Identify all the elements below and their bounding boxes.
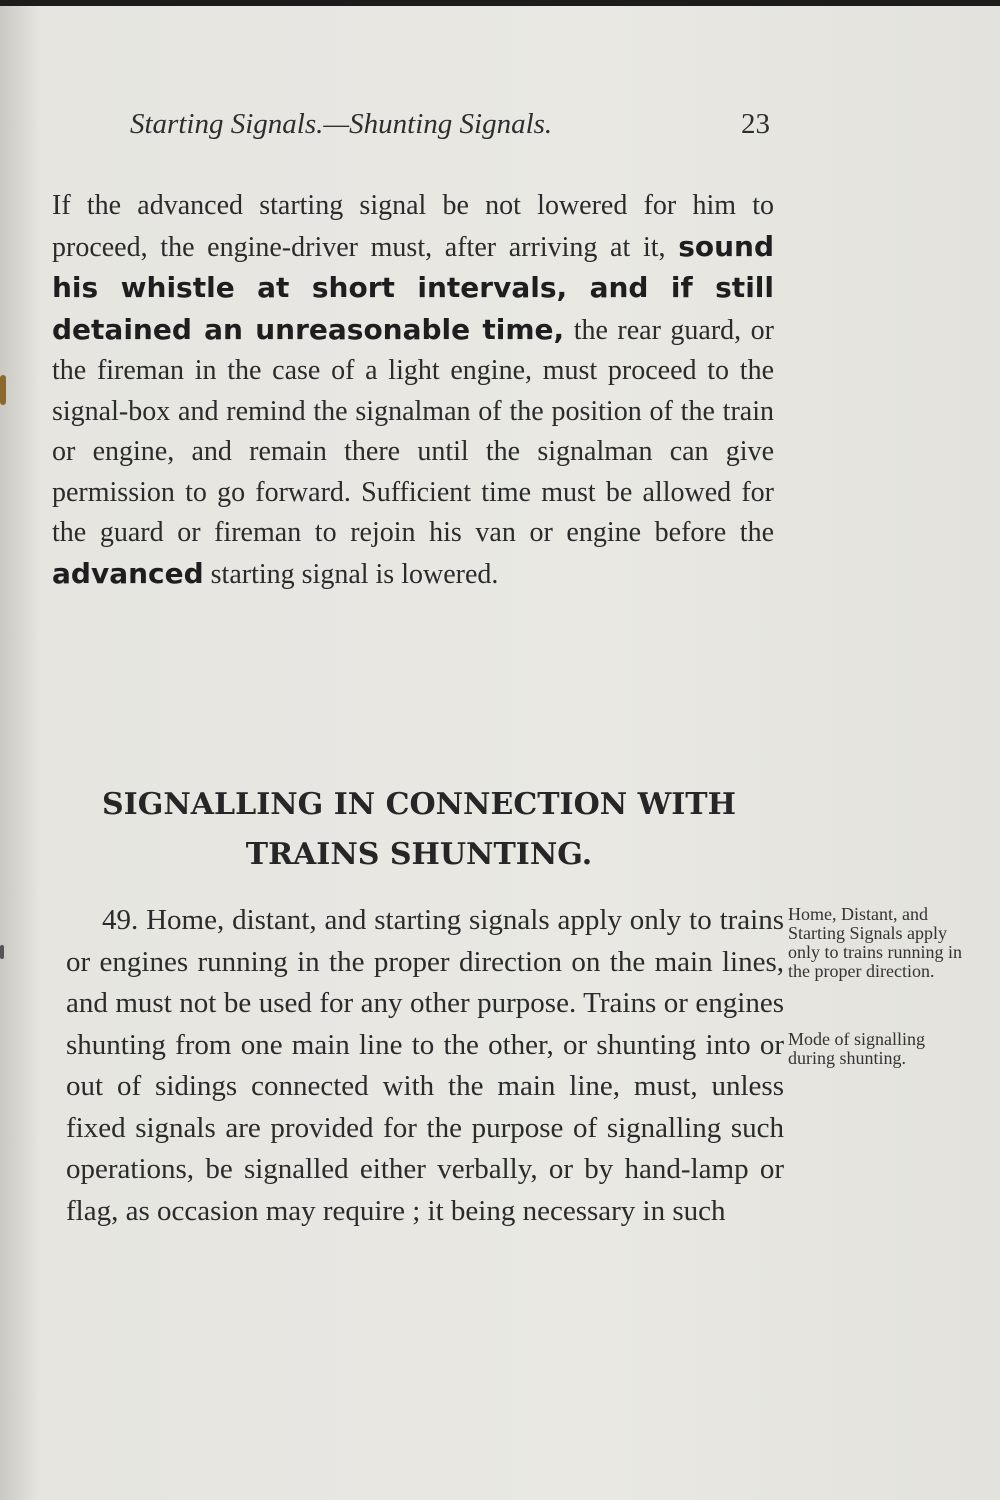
paragraph-advanced-starting-signal [52, 186, 774, 595]
binding-mark [0, 945, 4, 959]
paragraph-text: If the advanced starting signal be not lowered for him to proceed, the engine-driver must, after arriving at it, [52, 190, 774, 263]
marginal-note-home-distant-starting: Home, Distant, and Starting Signals apply only to trains running in the proper direction. [788, 904, 962, 981]
marginal-note-mode-of-signalling: Mode of signalling during shunting. [788, 1029, 925, 1068]
page-number: 23 [741, 108, 770, 140]
running-head-title: Starting Signals.—Shunting Signals. [130, 108, 553, 140]
section-heading-line-1: SIGNALLING IN CONNECTION WITH [102, 787, 736, 822]
section-heading-line-2: TRAINS SHUNTING. [245, 837, 593, 872]
binding-mark [0, 375, 6, 405]
paragraph-bold-text: advanced [52, 556, 204, 590]
paragraph-bold-text: sound his whistle at short intervals, and if still detained an unreasonable time, [52, 229, 774, 346]
paragraph-text: the rear guard, or the fireman in the case of a light engine, must proceed to the signal-box and remind the signalman of the position of the train or engine, and remain there until the signalman can give permission to go forward. Sufficient time must be allowed for the guard or fireman to rejoin his van or engine before the [52, 314, 775, 548]
section-heading [58, 780, 780, 880]
rule-49-paragraph: 49. Home, distant, and starting signals apply only to trains or engines running in the proper direction on the main lines, and must not be used for any other purpose. Trains or engines shunting from one main line to the other, or shunting into or out of sidings connected with the main line, must, unless fixed signals are provided for the purpose of signalling such operations, be signalled either verbally, or by hand-lamp or flag, as occasion may require ; it being necessary in such [66, 904, 784, 1227]
running-head [130, 108, 770, 141]
paragraph-text: starting signal is lowered. [210, 558, 499, 590]
page-top-edge [0, 0, 1000, 6]
